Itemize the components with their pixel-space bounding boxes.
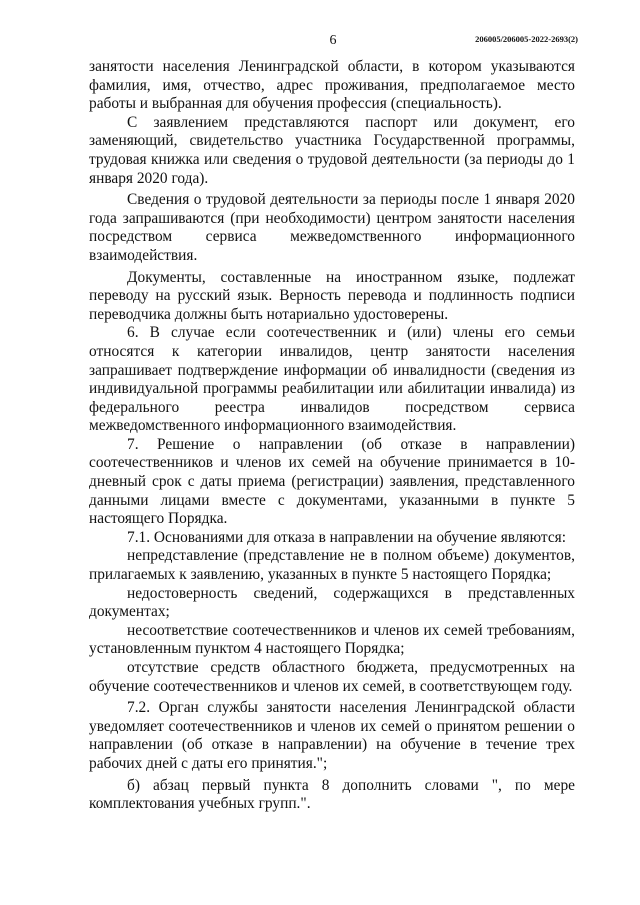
paragraph-documents-list: С заявлением представляются паспорт или документ, его заменяющий, свидетельство участника Государственной программы, трудовая книжка или сведения о трудовой деятельности (за периоды до 1 января 2020 года). [89, 113, 575, 187]
document-body [89, 58, 575, 814]
paragraph-item-6: 6. В случае если соотечественник и (или) члены его семьи относятся к категории инвалидов, центр занятости населения запрашивает подтверждение информации об инвалидности (сведения из индивидуальной программы реабилитации или абилитации инвалида) из федерального реестра инвалидов посредством сервиса межведомственного информационного взаимодействия. [89, 324, 575, 435]
paragraph-labor-info: Сведения о трудовой деятельности за периоды после 1 января 2020 года запрашиваются (при необходимости) центром занятости населения посредством сервиса межведомственного информационного взаимодействия. [89, 191, 575, 264]
document-code: 206005/206005-2022-2693(2) [475, 34, 578, 44]
paragraph-refusal-ground-2: недостоверность сведений, содержащихся в представленных документах; [89, 584, 575, 621]
paragraph-refusal-ground-3: несоответствие соотечественников и членов их семей требованиям, установленным пунктом 4 настоящего Порядка; [89, 621, 575, 658]
paragraph-item-7: 7. Решение о направлении (об отказе в направлении) соотечественников и членов их семей на обучение принимается в 10-дневный срок с даты приема (регистрации) заявления, представленного данными лицами вместе с документами, указанными в пункте 5 настоящего Порядка. [89, 435, 575, 528]
paragraph-refusal-ground-4: отсутствие средств областного бюджета, предусмотренных на обучение соотечественников и членов их семей, в соответствующем году. [89, 659, 575, 695]
paragraph-refusal-ground-1: непредставление (представление не в полном объеме) документов, прилагаемых к заявлению, указанных в пункте 5 настоящего Порядка; [89, 547, 575, 584]
paragraph-foreign-docs: Документы, составленные на иностранном языке, подлежат переводу на русский язык. Верность перевода и подлинность подписи переводчика должны быть нотариально удостоверены. [89, 268, 575, 323]
paragraph-continuation: занятости населения Ленинградской области, в котором указываются фамилия, имя, отчество, адрес проживания, предполагаемое место работы и выбранная для обучения профессия (специальность). [89, 58, 575, 113]
paragraph-item-b: б) абзац первый пункта 8 дополнить словами ", по мере комплектования учебных групп.". [89, 776, 575, 813]
paragraph-item-7-2: 7.2. Орган службы занятости населения Ленинградской области уведомляет соотечественников и членов их семей о принятом решении о направлении (об отказе в направлении) на обучение в течение трех рабочих дней с даты его принятия."; [89, 699, 575, 772]
page-number: 6 [329, 33, 337, 48]
paragraph-item-7-1: 7.1. Основаниями для отказа в направлении на обучение являются: [127, 528, 567, 546]
